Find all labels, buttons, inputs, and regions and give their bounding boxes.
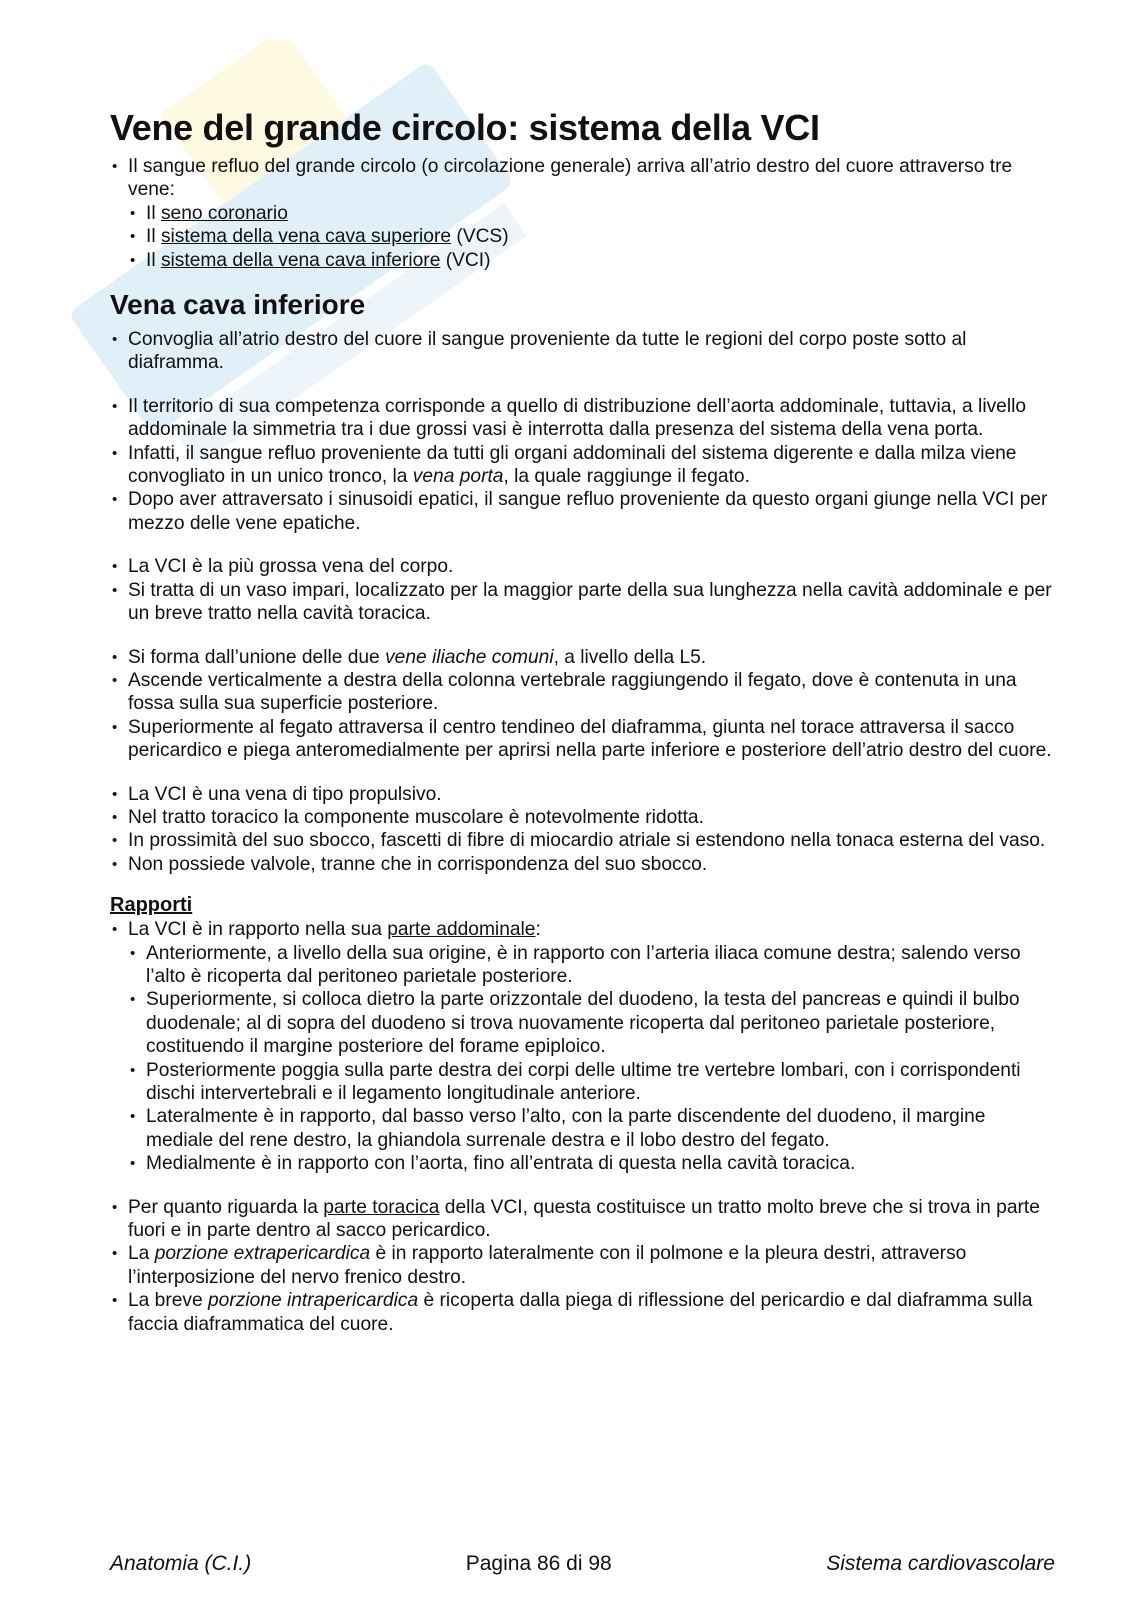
subsection-heading: Rapporti bbox=[110, 894, 193, 917]
list-item: • Lateralmente è in rapporto, dal basso verso l’alto, con la parte discendente del duodeno, il margine mediale del rene destro, la ghiandola surrenale destra e il lobo destro del fegato. bbox=[128, 1105, 1055, 1152]
list-item: • La porzione extrapericardica è in rapporto lateralmente con il polmone e la pleura destri, attraverso l’interposizione del nervo frenico destro. bbox=[110, 1242, 1055, 1289]
page-title: Vene del grande circolo: sistema della VCI bbox=[110, 107, 820, 148]
section-list bbox=[110, 328, 1055, 876]
section-heading: Vena cava inferiore bbox=[110, 289, 366, 321]
list-item: • La breve porzione intrapericardica è ricoperta dalla piega di riflessione del pericardio e dal diaframma sulla faccia diaframmatica del cuore. bbox=[110, 1289, 1055, 1336]
page-footer bbox=[110, 1552, 1055, 1576]
link-parte-toracica[interactable]: parte toracica bbox=[323, 1196, 440, 1218]
footer-page-number: Pagina 86 di 98 bbox=[465, 1552, 612, 1575]
list-item: • Nel tratto toracico la componente muscolare è notevolmente ridotta. bbox=[110, 806, 1055, 829]
list-item: • Convoglia all’atrio destro del cuore il sangue proveniente da tutte le regioni del corpo poste sotto al diaframma. bbox=[110, 328, 1055, 375]
list-item: • La VCI è la più grossa vena del corpo. bbox=[110, 555, 1055, 578]
footer-section: Sistema cardiovascolare bbox=[826, 1552, 1055, 1575]
sub-list bbox=[128, 202, 1055, 272]
page-content bbox=[110, 105, 1055, 1336]
list-item: • Si tratta di un vaso impari, localizzato per la maggior parte della sua lunghezza nella cavità addominale e per un breve tratto nella cavità toracica. bbox=[110, 579, 1055, 626]
list-item: • Si forma dall’unione delle due vene iliache comuni, a livello della L5. bbox=[110, 646, 1055, 669]
list-item: • La VCI è in rapporto nella sua parte addominale: • Anteriormente, a livello della sua origine, è in rapporto con l’arteria iliaca comune destra; salendo verso l’alto è ricoperta dal peritoneo parietale posteriore. • Superiormente, si colloca dietro la parte orizzontale del duodeno, la testa del pancreas e quindi il bulbo duodenale; al di sopra del duodeno si trova nuovamente ricoperta dal peritoneo parietale posteriore, costituendo il margine posteriore del forame epiploico. • Posteriormente poggia sulla parte destra dei corpi delle ultime tre vertebre lombari, con i corrispondenti dischi intervertebrali e il legamento longitudinale anteriore. • Lateralmente è in rapporto, dal basso verso l’alto, con la parte discendente del duodeno, il margine mediale del rene destro, la ghiandola surrenale destra e il lobo destro del fegato. • Medialmente è in rapporto con l’aorta, fino all’entrata di questa nella cavità toracica. bbox=[110, 918, 1055, 1175]
sub-list bbox=[128, 942, 1055, 1176]
list-item: • Infatti, il sangue refluo proveniente da tutti gli organi addominali del sistema digerente e dalla milza viene convogliato in un unico tronco, la vena porta, la quale raggiunge il fegato. bbox=[110, 442, 1055, 489]
list-item: • Superiormente al fegato attraversa il centro tendineo del diaframma, giunta nel torace attraversa il sacco pericardico e piega anteromedialmente per aprirsi nella parte inferiore e posteriore dell’atrio destro del cuore. bbox=[110, 716, 1055, 763]
list-item: • In prossimità del suo sbocco, fascetti di fibre di miocardio atriale si estendono nella tonaca esterna del vaso. bbox=[110, 829, 1055, 852]
list-item: • Dopo aver attraversato i sinusoidi epatici, il sangue refluo proveniente da questo organi giunge nella VCI per mezzo delle vene epatiche. bbox=[110, 488, 1055, 535]
intro-list bbox=[110, 155, 1055, 272]
link-seno-coronario[interactable]: seno coronario bbox=[160, 202, 288, 224]
list-item: • Il sangue refluo del grande circolo (o circolazione generale) arriva all’atrio destro del cuore attraverso tre vene: • Il seno coronario • Il sistema della vena cava superiore (VCS) • Il sistema della vena cava inferiore (VCI) bbox=[110, 155, 1055, 272]
list-item: • Anteriormente, a livello della sua origine, è in rapporto con l’arteria iliaca comune destra; salendo verso l’alto è ricoperta dal peritoneo parietale posteriore. bbox=[128, 942, 1055, 989]
link-vena-cava-superiore[interactable]: sistema della vena cava superiore bbox=[160, 226, 452, 248]
list-item: • Il sistema della vena cava inferiore (VCI) bbox=[128, 249, 1055, 272]
list-item: • Medialmente è in rapporto con l’aorta, fino all’entrata di questa nella cavità toracica. bbox=[128, 1152, 1055, 1175]
rapporti-list bbox=[110, 918, 1055, 1336]
list-item: • Posteriormente poggia sulla parte destra dei corpi delle ultime tre vertebre lombari, con i corrispondenti dischi intervertebrali e il legamento longitudinale anteriore. bbox=[128, 1059, 1055, 1106]
list-item: • Il sistema della vena cava superiore (VCS) bbox=[128, 225, 1055, 248]
list-item: • Superiormente, si colloca dietro la parte orizzontale del duodeno, la testa del pancreas e quindi il bulbo duodenale; al di sopra del duodeno si trova nuovamente ricoperta dal peritoneo parietale posteriore, costituendo il margine posteriore del forame epiploico. bbox=[128, 988, 1055, 1058]
list-item: • Non possiede valvole, tranne che in corrispondenza del suo sbocco. bbox=[110, 853, 1055, 876]
footer-course: Anatomia (C.I.) bbox=[110, 1552, 252, 1575]
list-item: • Il seno coronario bbox=[128, 202, 1055, 225]
link-vena-cava-inferiore[interactable]: sistema della vena cava inferiore bbox=[160, 249, 441, 271]
list-item: • La VCI è una vena di tipo propulsivo. bbox=[110, 783, 1055, 806]
list-item: • Per quanto riguarda la parte toracica della VCI, questa costituisce un tratto molto breve che si trova in parte fuori e in parte dentro al sacco pericardico. bbox=[110, 1196, 1055, 1243]
link-parte-addominale[interactable]: parte addominale bbox=[387, 919, 536, 941]
list-item: • Ascende verticalmente a destra della colonna vertebrale raggiungendo il fegato, dove è contenuta in una fossa sulla sua superficie posteriore. bbox=[110, 669, 1055, 716]
list-item: • Il territorio di sua competenza corrisponde a quello di distribuzione dell’aorta addominale, tuttavia, a livello addominale la simmetria tra i due grossi vasi è interrotta dalla presenza del sistema della vena porta. bbox=[110, 395, 1055, 442]
